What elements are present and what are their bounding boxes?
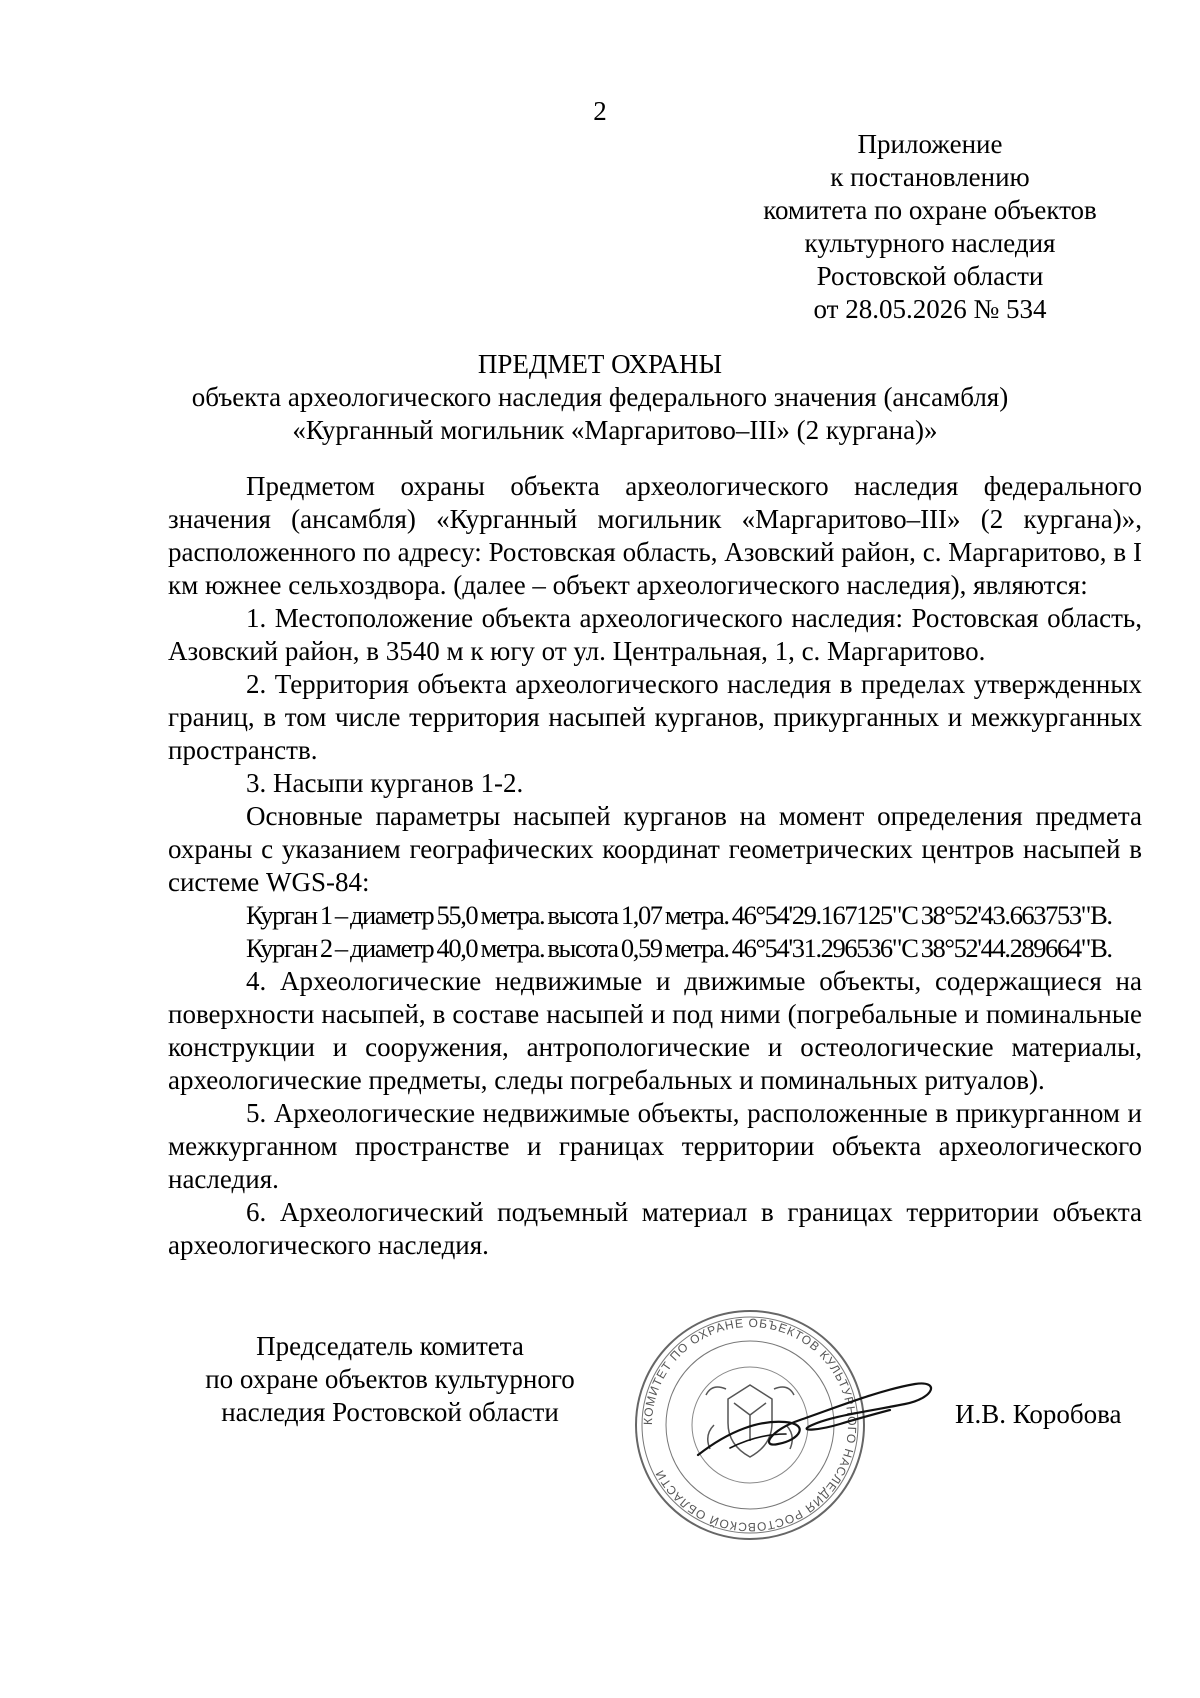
appendix-line: Приложение <box>857 129 1003 159</box>
signatory-position-line: Председатель комитета <box>256 1331 524 1361</box>
appendix-line: комитета по охране объектов <box>763 195 1097 225</box>
title-subheading: объекта археологического наследия федерального значения (ансамбля) <box>191 382 1009 412</box>
signatory-name: И.В. Коробова <box>955 1399 1122 1429</box>
signatory-position-line: по охране объектов культурного <box>205 1364 575 1394</box>
handwritten-signature <box>690 1360 940 1480</box>
appendix-header <box>740 128 1120 326</box>
item-immovable-objects: 5. Археологические недвижимые объекты, расположенные в прикурганном и межкурганном пространстве и границах территории объекта археологического наследия. <box>168 1098 1142 1194</box>
item-territory: 2. Территория объекта археологического наследия в пределах утвержденных границ, в том числе территория насыпей курганов, прикурганных и межкурганных пространств. <box>168 669 1142 765</box>
signature-block <box>0 1315 1200 1590</box>
document-title <box>150 348 1050 447</box>
appendix-line: к постановлению <box>830 162 1030 192</box>
parameters-paragraph: Основные параметры насыпей курганов на момент определения предмета охраны с указанием географических координат геометрических центров насыпей в системе WGS-84: <box>168 801 1142 897</box>
appendix-line: Ростовской области <box>816 261 1044 291</box>
signatory-position-line: наследия Ростовской области <box>221 1397 559 1427</box>
page-number: 2 <box>593 96 607 126</box>
kurgan-1-parameters: Курган 1 – диаметр 55,0 метра. высота 1,07 метра. 46°54'29.167125"С 38°52'43.663753"В. <box>246 900 1112 930</box>
appendix-date-number: от 28.05.2026 № 534 <box>813 294 1047 324</box>
signatory-position <box>180 1330 600 1429</box>
item-archaeological-objects: 4. Археологические недвижимые и движимые объекты, содержащиеся на поверхности насыпей, в составе насыпей и под ними (погребальные и поминальные конструкции и сооружения, антропологические и остеологические материалы, археологические предметы, следы погребальных и поминальных ритуалов). <box>168 966 1142 1095</box>
item-mounds: 3. Насыпи курганов 1-2. <box>246 768 524 798</box>
title-object-name: «Курганный могильник «Маргаритово–III» (2 кургана)» <box>292 415 938 445</box>
item-location: 1. Местоположение объекта археологического наследия: Ростовская область, Азовский район, в 3540 м к югу от ул. Центральная, 1, с. Маргаритово. <box>168 603 1142 666</box>
document-body <box>168 470 1142 1262</box>
kurgan-2-parameters: Курган 2 – диаметр 40,0 метра. высота 0,59 метра. 46°54'31.296536"С 38°52'44.289664"В. <box>246 933 1112 963</box>
item-surface-material: 6. Археологический подъемный материал в границах территории объекта археологического наследия. <box>168 1197 1142 1260</box>
appendix-line: культурного наследия <box>804 228 1056 258</box>
title-heading: ПРЕДМЕТ ОХРАНЫ <box>477 349 723 379</box>
stamp-text: КОМИТЕТ ПО ОХРАНЕ ОБЪЕКТОВ КУЛЬТУРНОГО НАСЛЕДИЯ РОСТОВСКОЙ ОБЛАСТИ <box>640 1315 860 1535</box>
intro-paragraph: Предметом охраны объекта археологического наследия федерального значения (ансамбля) «Курганный могильник «Маргаритово–III» (2 кургана)», расположенного по адресу: Ростовская область, Азовский район, с. Маргаритово, в I км южнее сельхоздвора. (далее – объект археологического наследия), являются: <box>168 471 1142 600</box>
